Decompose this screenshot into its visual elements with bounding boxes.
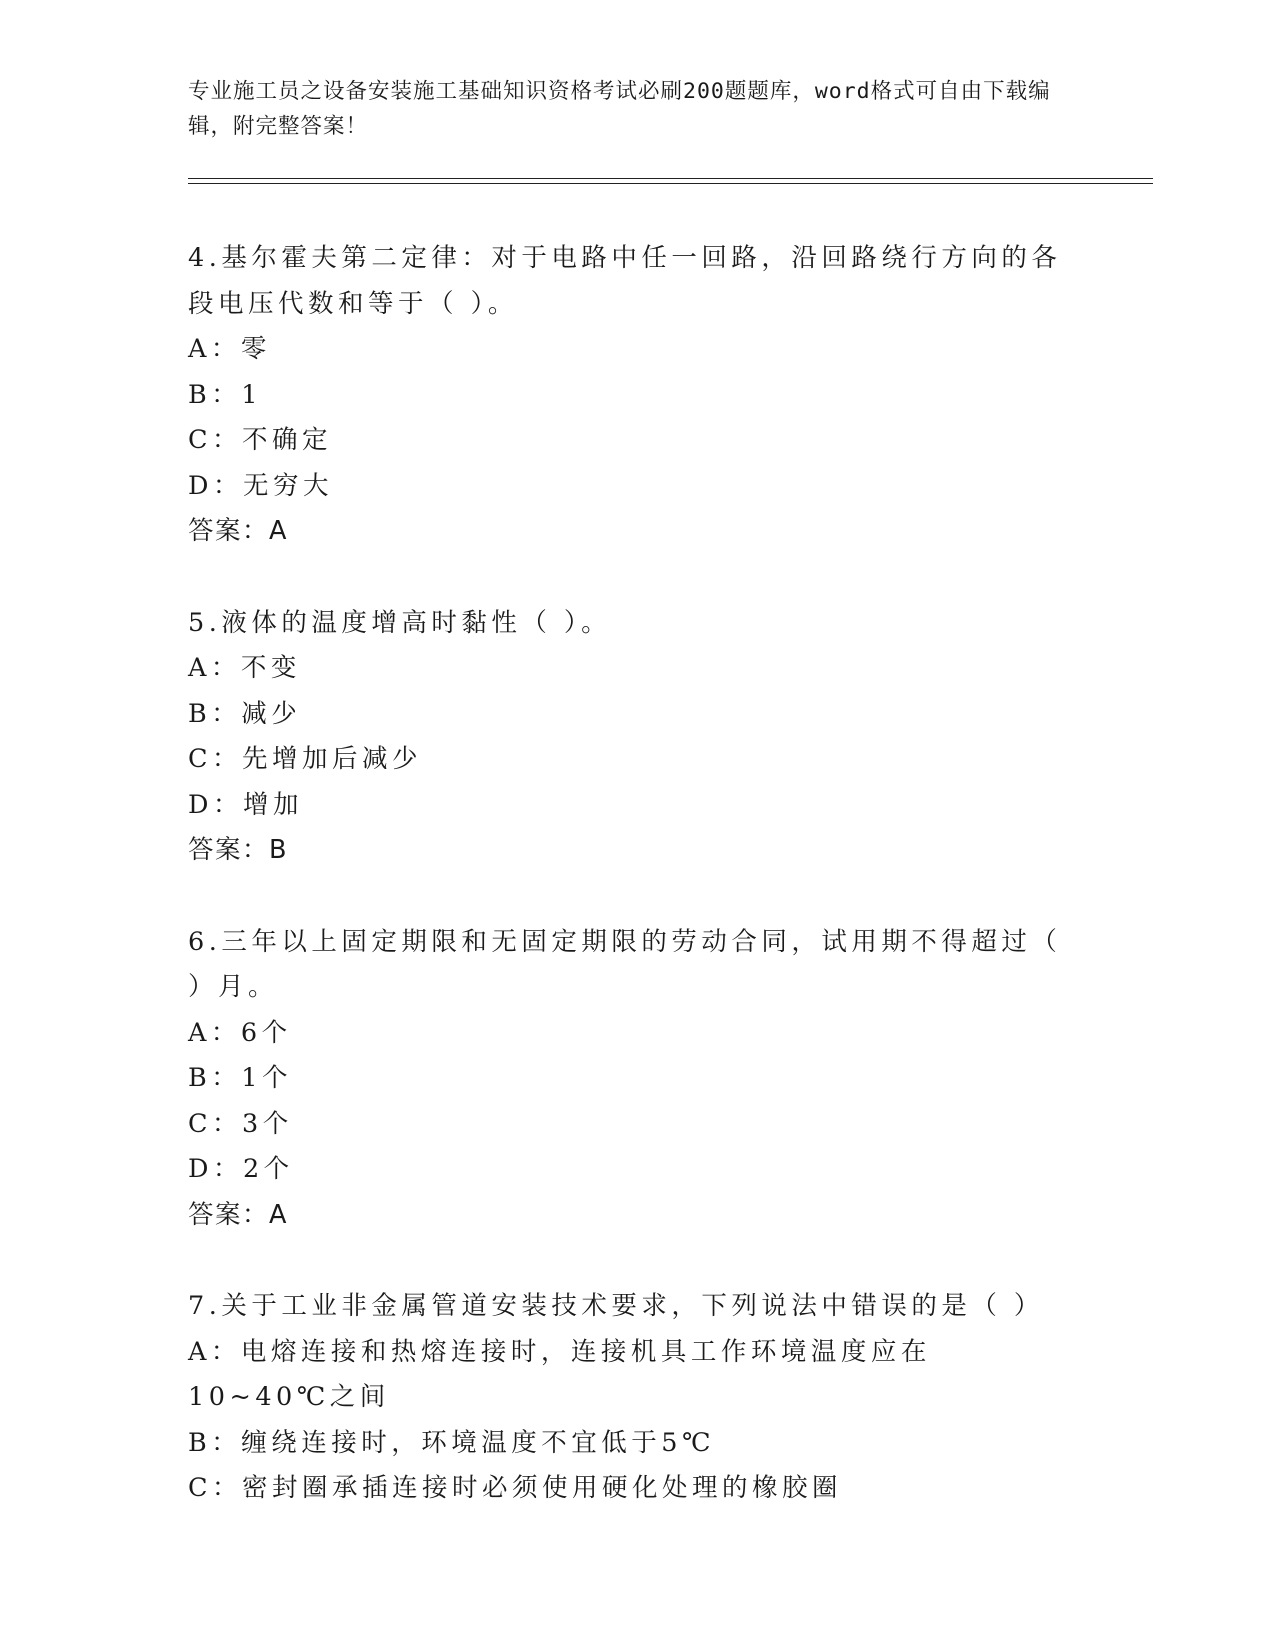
question-list	[188, 236, 1068, 1558]
option-c	[188, 737, 1068, 783]
option-text: 1	[241, 379, 262, 410]
option-text: 密封圈承插连接时必须使用硬化处理的橡胶圈	[242, 1473, 843, 1503]
option-text: 增加	[242, 789, 303, 820]
option-d	[188, 783, 1068, 829]
option-c	[188, 1102, 1068, 1148]
option-letter: C：	[188, 1473, 243, 1503]
option-c	[188, 1466, 1068, 1512]
option-text: 缠绕连接时，环境温度不宜低于5℃	[241, 1427, 716, 1458]
answer-line: 答案：A	[188, 516, 288, 546]
option-b	[188, 692, 1068, 738]
option-text: 1个	[241, 1063, 292, 1093]
option-d	[188, 1147, 1068, 1193]
option-b	[188, 373, 1068, 419]
option-letter: C：	[188, 1108, 243, 1139]
option-b	[188, 1421, 1068, 1467]
option-text: 先增加后减少	[242, 744, 423, 774]
option-b	[188, 1056, 1068, 1102]
option-text: 零	[240, 334, 271, 364]
option-letter: B：	[188, 698, 242, 729]
question-4	[188, 236, 1068, 555]
option-text: 不确定	[242, 425, 333, 455]
option-letter: A：	[188, 653, 241, 683]
option-letter: D：	[188, 470, 243, 501]
option-text: 无穷大	[242, 470, 333, 501]
option-text: 6个	[240, 1017, 292, 1048]
option-text: 电熔连接和热熔连接时，连接机具工作环境温度应在10~40℃之间	[188, 1336, 931, 1412]
option-text: 2个	[242, 1154, 294, 1184]
option-text: 不变	[240, 653, 301, 683]
option-letter: B：	[188, 379, 242, 410]
option-letter: C：	[188, 744, 243, 774]
header-rule-top	[188, 178, 1153, 179]
question-7	[188, 1284, 1068, 1512]
question-6	[188, 920, 1068, 1239]
option-a	[188, 646, 1068, 692]
option-letter: B：	[188, 1063, 242, 1093]
header-rule-bottom	[188, 183, 1153, 184]
option-letter: C：	[188, 425, 243, 455]
answer-line: 答案：A	[188, 1199, 288, 1230]
question-stem: 7.关于工业非金属管道安装技术要求，下列说法中错误的是（ ）	[188, 1291, 1044, 1321]
question-stem: 6.三年以上固定期限和无固定期限的劳动合同，试用期不得超过（ ）月。	[188, 926, 1062, 1002]
option-c	[188, 418, 1068, 464]
question-stem: 5.液体的温度增高时黏性（ ）。	[188, 607, 612, 638]
option-letter: A：	[188, 1017, 241, 1048]
option-d	[188, 464, 1068, 510]
option-letter: D：	[188, 789, 243, 820]
question-5	[188, 601, 1068, 874]
option-letter: B：	[188, 1427, 242, 1458]
option-text: 3个	[242, 1108, 293, 1139]
option-letter: A：	[188, 334, 241, 364]
answer-line: 答案：B	[188, 835, 288, 865]
option-text: 减少	[241, 698, 302, 729]
option-a	[188, 1330, 1068, 1421]
option-a	[188, 327, 1068, 373]
option-a	[188, 1011, 1068, 1057]
document-header: 专业施工员之设备安装施工基础知识资格考试必刷200题题库，word格式可自由下载编辑，附完整答案！	[188, 79, 1051, 139]
question-stem: 4.基尔霍夫第二定律：对于电路中任一回路，沿回路绕行方向的各段电压代数和等于（ ）。	[188, 243, 1062, 319]
option-letter: A：	[188, 1336, 241, 1367]
option-letter: D：	[188, 1154, 243, 1184]
